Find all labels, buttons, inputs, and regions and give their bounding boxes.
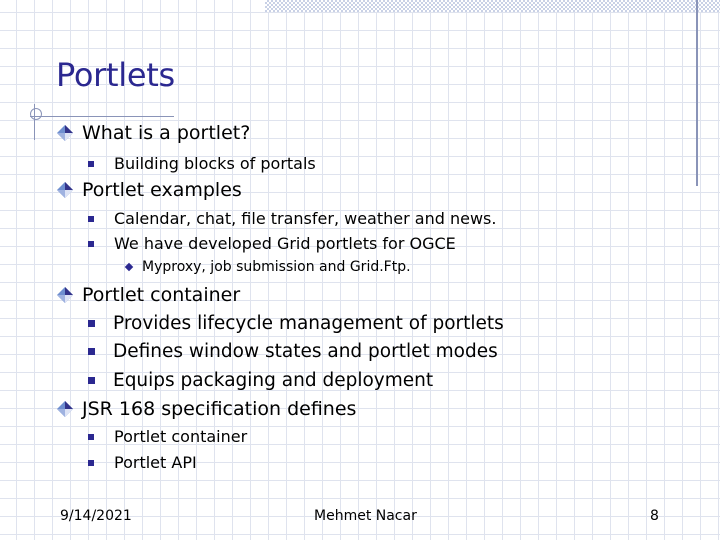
sub-bullet-grid-portlets <box>88 234 456 253</box>
bullet-text: What is a portlet? <box>82 122 251 144</box>
bullet-portlet-examples <box>56 179 242 201</box>
sub-sub-bullet-myproxy <box>126 259 411 275</box>
square-bullet-icon <box>88 216 94 222</box>
square-bullet-icon <box>88 348 95 355</box>
sub-bullet-portlet-api <box>88 453 197 472</box>
right-rule <box>696 0 698 186</box>
sub-bullet-text: Building blocks of portals <box>114 154 316 173</box>
diamond-bullet-icon <box>56 124 74 142</box>
square-bullet-icon <box>88 320 95 327</box>
footer-date: 9/14/2021 <box>60 508 132 524</box>
bullet-portlet-container <box>56 284 240 306</box>
footer-author: Mehmet Nacar <box>314 508 417 524</box>
sub-bullet-text: Portlet container <box>114 427 248 446</box>
bullet-what-is-portlet <box>56 122 250 144</box>
header-band <box>265 0 720 12</box>
square-bullet-icon <box>88 434 94 440</box>
footer-page-number: 8 <box>650 508 659 524</box>
sub-bullet-window-states <box>88 341 498 362</box>
sub-bullet-calendar-chat <box>88 209 496 228</box>
sub-bullet-text: Equips packaging and deployment <box>113 370 434 391</box>
bullet-text: Portlet container <box>82 284 241 306</box>
square-bullet-icon <box>88 377 95 384</box>
sub-sub-bullet-text: Myproxy, job submission and Grid.Ftp. <box>142 259 411 275</box>
crosshair-ornament <box>30 108 42 120</box>
diamond-bullet-icon <box>56 286 74 304</box>
bullet-jsr-168 <box>56 398 356 420</box>
bullet-text: JSR 168 specification defines <box>82 398 357 420</box>
diamond-bullet-icon <box>56 181 74 199</box>
sub-bullet-text: Provides lifecycle management of portlets <box>113 313 504 334</box>
title-underline <box>30 116 174 117</box>
sub-bullet-text: Defines window states and portlet modes <box>113 341 498 362</box>
sub-bullet-text: Calendar, chat, file transfer, weather and news. <box>114 209 497 228</box>
small-diamond-bullet-icon <box>125 263 133 271</box>
sub-bullet-lifecycle <box>88 313 504 334</box>
square-bullet-icon <box>88 241 94 247</box>
sub-bullet-jsr-container <box>88 427 247 446</box>
square-bullet-icon <box>88 460 94 466</box>
bullet-text: Portlet examples <box>82 179 242 201</box>
slide-title: Portlets <box>56 56 175 94</box>
square-bullet-icon <box>88 161 94 167</box>
sub-bullet-text: We have developed Grid portlets for OGCE <box>114 234 456 253</box>
sub-bullet-building-blocks <box>88 154 316 173</box>
sub-bullet-packaging <box>88 370 433 391</box>
sub-bullet-text: Portlet API <box>114 453 197 472</box>
diamond-bullet-icon <box>56 400 74 418</box>
